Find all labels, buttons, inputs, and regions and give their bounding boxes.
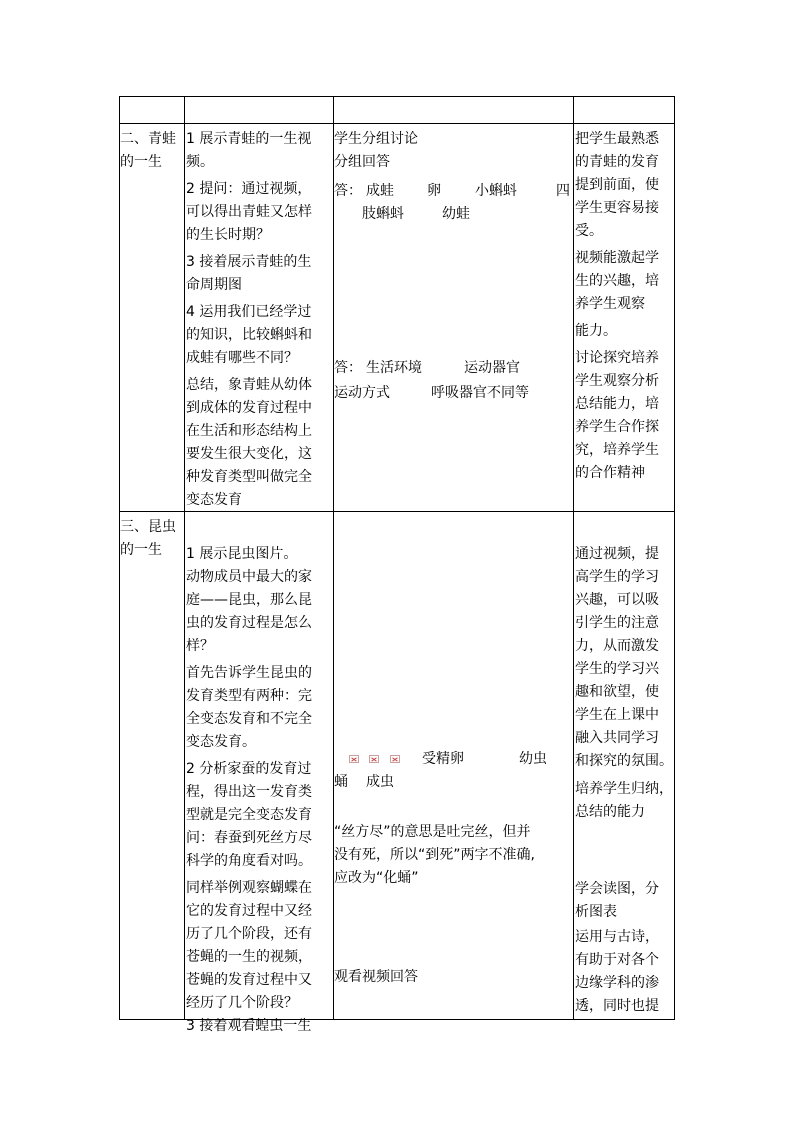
answer-label: 答： [334,360,362,376]
row1-purpose-cell [575,128,673,485]
row1-process-cell [186,128,332,512]
text-line: 边缘学科的渗 [575,975,659,991]
text-line: 全变态发育和不完全 [186,711,312,727]
text-line: 学生分组讨论 [334,131,418,147]
text-line: 分组回答 [334,154,390,170]
text-line: 它的发育过程中又经 [186,903,312,919]
text-line: 总结的能力 [575,804,645,820]
text-line: 引学生的注意 [575,615,659,631]
text-line: 兴趣，可以吸 [575,592,659,608]
text-line: 学生更容易接 [575,200,659,216]
text-line: 程，得出这一发育类 [186,784,312,800]
text-line: 运用与古诗， [575,929,659,945]
stage-word: 肢蝌蚪 [362,206,404,222]
video-answer [334,966,572,989]
broken-image-icon [369,755,379,763]
stage-word: 卵 [427,183,441,199]
section-title-line: 的一生 [120,154,162,170]
stage-word: 幼蛙 [442,206,470,222]
text-line: 问：春蚕到死丝方尽 [186,830,312,846]
text-line: 通过视频，提 [575,546,659,562]
difference-word: 运动器官 [464,360,520,376]
stage-word: 蛹 [334,774,348,790]
table-top-border [119,96,675,97]
text-line: 命周期图 [186,277,242,293]
text-line: 有助于对各个 [575,952,659,968]
section-title-line: 的一生 [120,542,162,558]
text-line: 可以得出青蛙又怎样 [186,204,312,220]
text-line: 1 展示青蛙的一生视 [186,131,312,147]
text-line: 总结，象青蛙从幼体 [186,377,312,393]
text-line: 讨论探究培养 [575,350,659,366]
text-line: 学会读图，分 [575,881,659,897]
text-line: 发育类型有两种：完 [186,688,312,704]
text-line: 没有死，所以“到死”两字不准确, [334,847,535,863]
text-line: 融入共同学习 [575,730,659,746]
text-line: 虫的发育过程是怎么 [186,615,312,631]
text-line: 养学生观察 [575,296,645,312]
text-line: 变态发育 [186,492,242,508]
text-line: 成蛙有哪些不同？ [186,350,298,366]
stage-word: 受精卵 [422,751,464,767]
text-line: 学生观察分析 [575,373,659,389]
text-line: 的知识，比较蝌蚪和 [186,327,312,343]
difference-word: 生活环境 [366,360,422,376]
text-line: 要发生很大变化，这 [186,446,312,462]
silk-explanation [334,821,572,890]
text-line: 视频能激起学 [575,250,659,266]
text-line: 学生的学习兴 [575,661,659,677]
text-line: 高学生的学习 [575,569,659,585]
text-line: 透，同时也提 [575,998,659,1014]
text-line: 庭——昆虫，那么昆 [186,592,312,608]
text-line: 4 运用我们已经学过 [186,304,312,320]
text-line: 3 接着观看蝗虫一生 [186,1018,312,1034]
text-line: 究，培养学生 [575,442,659,458]
table-col-line-3 [573,96,574,1020]
text-line: 在生活和形态结构上 [186,423,312,439]
text-line: 能力。 [575,323,617,339]
text-line: 养学生合作探 [575,419,659,435]
stage-word: 四 [556,183,570,199]
text-line: 型就是完全变态发育 [186,807,312,823]
poetry-note [575,926,673,1018]
text-line: 培养学生归纳， [575,781,673,797]
text-line: 经历了几个阶段？ [186,995,298,1011]
text-line: 提到前面，使 [575,177,659,193]
difference-word: 呼吸器官不同等 [431,385,529,401]
stage-word: 幼虫 [519,751,547,767]
text-line: 历了几个阶段，还有 [186,926,312,942]
table-col-line-4 [674,96,675,1020]
stage-word: 小蝌蚪 [475,183,517,199]
row2-section-cell [120,516,184,562]
text-line: “丝方尽”的意思是吐完丝，但并 [334,824,531,840]
row1-section-cell [120,128,184,174]
broken-image-icon [390,755,400,763]
difference-word: 运动方式 [334,385,390,401]
text-line: 总结能力，培 [575,396,659,412]
summary-skill-note [575,778,673,824]
text-line: 应改为“化蛹” [334,870,419,886]
section-title-line: 二、青蛙 [120,131,176,147]
text-line: 苍蝇的发育过程中又 [186,972,312,988]
text-line: 受。 [575,223,603,239]
text-line: 学生在上课中 [575,707,659,723]
text-line: 的青蛙的发育 [575,154,659,170]
row2-purpose-cell [575,543,673,773]
text-line: 的合作精神 [575,465,645,481]
text-line: 和探究的氛围。 [575,753,673,769]
text-line: 把学生最熟悉 [575,131,659,147]
text-line: 同样举例观察蝴蝶在 [186,880,312,896]
text-line: 力，从而激发 [575,638,659,654]
answer-label: 答： [334,183,362,199]
stage-word: 成蛙 [366,183,394,199]
text-line: 样？ [186,638,214,654]
table-row-divider-1 [119,123,675,124]
text-line: 到成体的发育过程中 [186,400,312,416]
text-line: 趣和欲望，使 [575,684,659,700]
text-line: 1 展示昆虫图片。 [186,546,298,562]
text-line: 2 分析家蚕的发育过 [186,761,312,777]
text-line: 2 提问：通过视频， [186,181,312,197]
text-line: 科学的角度看对吗。 [186,853,312,869]
text-line: 苍蝇的一生的视频， [186,949,312,965]
text-line: 动物成员中最大的家 [186,569,312,585]
text-line: 变态发育。 [186,734,256,750]
text-line: 频。 [186,154,214,170]
text-line: 析图表 [575,904,617,920]
row1-student-cell [334,128,572,174]
text-line: 种发育类型叫做完全 [186,469,312,485]
row2-process-cell [186,543,332,1038]
text-line: 的生长时期？ [186,227,270,243]
chart-reading-note [575,878,673,924]
stage-word: 成虫 [366,774,394,790]
text-line: 观看视频回答 [334,969,418,985]
text-line: 3 接着展示青蛙的生 [186,254,312,270]
section-title-line: 三、昆虫 [120,519,176,535]
text-line: 生的兴趣，培 [575,273,659,289]
text-line: 首先告诉学生昆虫的 [186,665,312,681]
table-col-line-1 [184,96,185,1020]
broken-image-icon [349,755,359,763]
